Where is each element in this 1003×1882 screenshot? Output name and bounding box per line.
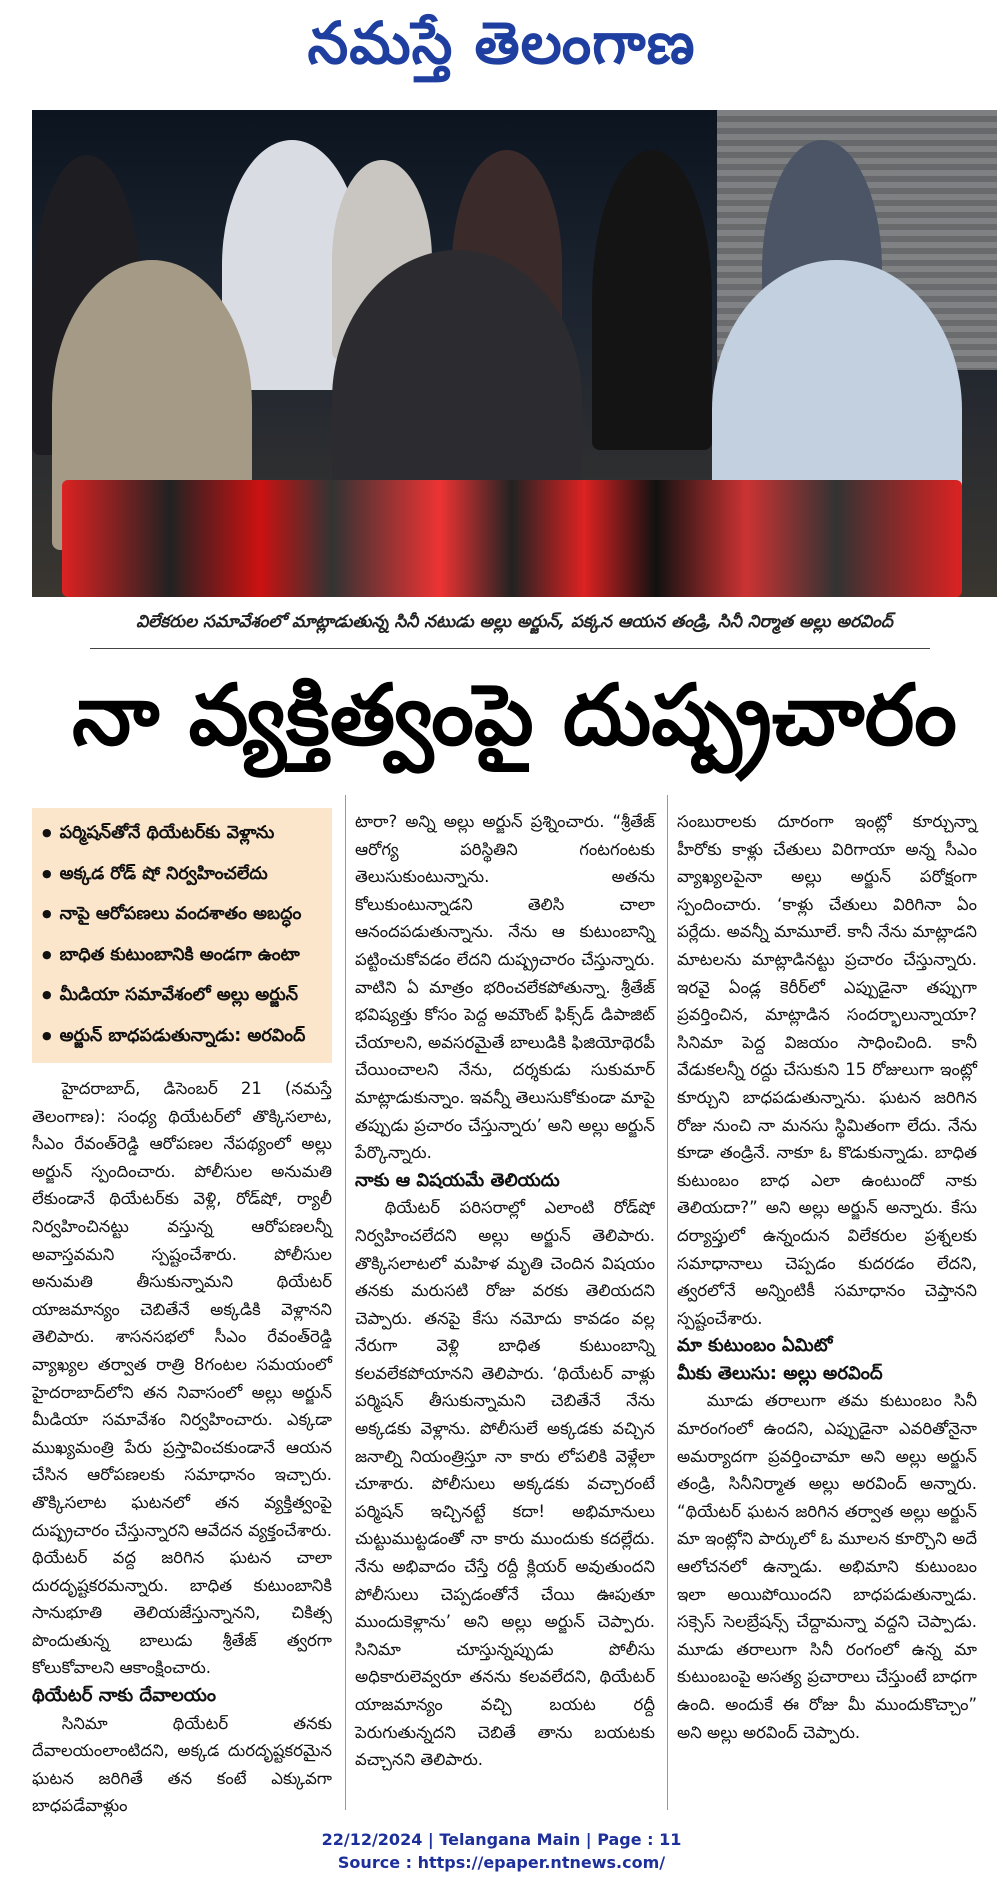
col3-paragraph-1: సంబురాలకు దూరంగా ఇంట్లో కూర్చున్నా హీరోకు కాళ్లు చేతులు విరిగాయా అన్న సీఎం వ్యాఖ్యలపైనా అల్లు అర్జున్ పరోక్షంగా స్పందించారు. ‘కాళ్లు చేతులు విరిగినా ఏం పర్లేదు. అవన్నీ మామూలే. కానీ నేను మాట్లాడని మాటలను మాట్లాడినట్టు ప్రచారం చేస్తున్నారు. ఇరవై ఏండ్ల కెరీర్‌లో ఎప్పుడైనా తప్పుగా ప్రవర్తించిన, మాట్లాడిన సందర్భాలున్నాయా? సినిమా పెద్ద విజయం సాధించింది. కానీ వేడుకలన్నీ రద్దు చేసుకుని 15 రోజులుగా ఇంట్లో కూర్చుని బాధపడుతున్నాను. ఘటన జరిగిన రోజు నుంచి నా మనసు స్థిమితంగా లేదు. నేను కూడా తండ్రినే. నాకూ ఓ కొడుకున్నాడు. బాధిత కుటుంబం బాధ ఎలా ఉంటుందో నాకు తెలియదా?” అని అల్లు అర్జున్ అన్నారు. కేసు దర్యాప్తులో ఉన్నందున విలేకరుల ప్రశ్నలకు సమాధానాలు చెప్పడం కుదరడం లేదని, త్వరలోనే అన్నింటికీ సమాధానం చెప్తానని స్పష్టంచేశారు. bbox=[677, 812, 977, 1328]
highlight-item: ● మీడియా సమావేశంలో అల్లు అర్జున్ bbox=[42, 976, 324, 1017]
caption-divider bbox=[90, 648, 930, 649]
article-column-1 bbox=[32, 808, 332, 1820]
col1-subheading: థియేటర్ నాకు దేవాలయం bbox=[32, 1685, 217, 1707]
highlight-item: ● బాధిత కుటుంబానికి అండగా ఉంటా bbox=[42, 936, 324, 977]
newspaper-title: నమస్తే తెలంగాణ bbox=[307, 9, 696, 77]
article-column-2 bbox=[355, 808, 655, 1774]
highlight-item: ● నాపై ఆరోపణలు వందశాతం అబద్ధం bbox=[42, 895, 324, 936]
col2-paragraph-2: థియేటర్ పరిసరాల్లో ఎలాంటి రోడ్‌షో నిర్వహించలేదని అల్లు అర్జున్ తెలిపారు. తొక్కిసలాటలో మహిళ మృతి చెందిన విషయం తనకు మరుసటి రోజు వరకు తెలియదని చెప్పారు. తనపై కేసు నమోదు కావడం వల్ల నేరుగా వెళ్లి బాధిత కుటుంబాన్ని కలవలేకపోయానని తెలిపారు. ‘థియేటర్ వాళ్లు పర్మిషన్ తీసుకున్నామని చెబితేనే నేను అక్కడకు వెళ్లాను. పోలీసులే అక్కడకు వచ్చిన జనాల్ని నియంత్రిస్తూ నా కారు లోపలికి వెళ్లేలా చూశారు. పోలీసులు అక్కడకు వచ్చారంటే పర్మిషన్ ఇచ్చినట్టే కదా! అభిమానులు చుట్టుముట్టడంతో నా కారు ముందుకు కదల్లేదు. నేను అభివాదం చేస్తే రద్దీ క్లియర్ అవుతుందని పోలీసులు చెప్పడంతోనే చేయి ఊపుతూ ముందుకెళ్లాను’ అని అల్లు అర్జున్ చెప్పారు. సినిమా చూస్తున్నప్పుడు పోలీసు అధికారులెవ్వరూ తనను కలవలేదని, థియేటర్ యాజమాన్యం వచ్చి బయట రద్దీ పెరుగుతున్నదని చెబితే తాను బయటకు వచ్చానని తెలిపారు. bbox=[355, 1198, 655, 1770]
article-column-3 bbox=[677, 808, 977, 1746]
col1-paragraph-2: సినిమా థియేటర్ తనకు దేవాలయంలాంటిదని, అక్కడ దురదృష్టకరమైన ఘటన జరిగితే తన కంటే ఎక్కువగా బాధపడేవాళ్లుం bbox=[32, 1713, 332, 1816]
col3-subheading-2: మీకు తెలుసు: అల్లు అరవింద్ bbox=[677, 1362, 883, 1384]
col2-paragraph-1: టారా? అన్ని అల్లు అర్జున్ ప్రశ్నించారు. “శ్రీతేజ్ ఆరోగ్య పరిస్థితిని గంటగంటకు తెలుసుకుంటున్నాను. అతను కోలుకుంటున్నాడని తెలిసి చాలా ఆనందపడుతున్నాను. నేను ఆ కుటుంబాన్ని పట్టించుకోవడం లేదని దుష్ప్రచారం చేస్తున్నారు. వాటిని ఏ మాత్రం భరించలేకపోతున్నా. శ్రీతేజ్ భవిష్యత్తు కోసం పెద్ద అమౌంట్ ఫిక్స్‌డ్ డిపాజిట్ చేయాలని, అవసరమైతే బాలుడికి ఫిజియోథెరపీ చేయించాలని నేను, దర్శకుడు సుకుమార్ మాట్లాడుకున్నాం. ఇవన్నీ తెలుసుకోకుండా మాపై తప్పుడు ప్రచారం చేస్తున్నారు’ అని అల్లు అర్జున్ పేర్కొన్నారు. bbox=[355, 812, 655, 1163]
headline: నా వ్యక్తిత్వంపై దుష్ప్రచారం bbox=[72, 665, 957, 764]
column-divider-1 bbox=[345, 795, 346, 1810]
person-back-right bbox=[592, 150, 712, 450]
highlights-box bbox=[32, 808, 332, 1063]
col3-subheading-1: మా కుటుంబం ఏమిటో bbox=[677, 1335, 833, 1357]
press-meet-photo bbox=[32, 110, 997, 597]
photo-caption: విలేకరుల సమావేశంలో మాట్లాడుతున్న సినీ నటుడు అల్లు అర్జున్, పక్కన ఆయన తండ్రి, సినీ నిర్మాత అల్లు అరవింద్ bbox=[136, 612, 893, 632]
col1-paragraph-1: హైదరాబాద్, డిసెంబర్ 21 (నమస్తే తెలంగాణ): సంధ్య థియేటర్‌లో తొక్కిసలాట, సీఎం రేవంత్‌రెడ్డి ఆరోపణల నేపథ్యంలో అల్లు అర్జున్ స్పందించారు. పోలీసుల అనుమతి లేకుండానే థియేటర్‌కు వెళ్లి, రోడ్‌షో, ర్యాలీ నిర్వహించినట్టు వస్తున్న ఆరోపణలన్నీ అవాస్తవమని స్పష్టంచేశారు. పోలీసుల అనుమతి తీసుకున్నామని థియేటర్ యాజమాన్యం చెబితేనే అక్కడికి వెళ్లానని తెలిపారు. శాసనసభలో సీఎం రేవంత్‌రెడ్డి వ్యాఖ్యల తర్వాత రాత్రి 8గంటల సమయంలో హైదరాబాద్‌లోని తన నివాసంలో అల్లు అర్జున్ మీడియా సమావేశం నిర్వహించారు. ఎక్కడా ముఖ్యమంత్రి పేరు ప్రస్తావించకుండానే ఆయన చేసిన ఆరోపణలకు సమాధానం ఇచ్చారు. తొక్కిసలాట ఘటనలో తన వ్యక్తిత్వంపై దుష్ప్రచారం చేస్తున్నారని ఆవేదన వ్యక్తంచేశారు. థియేటర్ వద్ద జరిగిన ఘటన చాలా దురదృష్టకరమన్నారు. బాధిత కుటుంబానికి సానుభూతి తెలియజేస్తున్నానని, చికిత్స పొందుతున్న బాలుడు శ్రీతేజ్ త్వరగా కోలుకోవాలని ఆకాంక్షించారు. bbox=[32, 1079, 332, 1678]
col3-paragraph-2: మూడు తరాలుగా తమ కుటుంబం సినీ మారంగంలో ఉందని, ఎప్పుడైనా ఎవరితోనైనా అమర్యాదగా ప్రవర్తించామా అని అల్లు అర్జున్ తండ్రి, సినీనిర్మాత అల్లు అరవింద్ అన్నారు. “థియేటర్ ఘటన జరిగిన తర్వాత అల్లు అర్జున్ మా ఇంట్లోని పార్కులో ఓ మూలన కూర్చొని అదే ఆలోచనలో ఉన్నాడు. అభిమాని కుటుంబం ఇలా అయిపోయిందని బాధపడుతున్నాడు. సక్సెస్ సెలబ్రేషన్స్ చేద్దామన్నా వద్దని చెప్పాడు. మూడు తరాలుగా సినీ రంగంలో ఉన్న మా కుటుంబంపై అసత్య ప్రచారాలు చేస్తుంటే బాధగా ఉంది. అందుకే ఈ రోజు మీ ముందుకొచ్చాం” అని అల్లు అరవింద్ చెప్పారు. bbox=[677, 1391, 977, 1742]
edition-info: 22/12/2024 | Telangana Main | Page : 11 bbox=[321, 1830, 682, 1849]
highlight-item: ● అర్జున్‌ బాధపడుతున్నాడు: అరవింద్ bbox=[42, 1017, 324, 1058]
microphone-cluster bbox=[62, 480, 962, 597]
column-divider-2 bbox=[667, 795, 668, 1810]
highlight-item: ● పర్మిషన్‌తోనే థియేటర్‌కు వెళ్లాను bbox=[42, 814, 324, 855]
page-footer bbox=[0, 1828, 1003, 1874]
highlight-item: ● అక్కడ రోడ్‌ షో నిర్వహించలేదు bbox=[42, 855, 324, 896]
masthead bbox=[0, 0, 1003, 100]
col2-subheading: నాకు ఆ విషయమే తెలియదు bbox=[355, 1169, 560, 1191]
source-link[interactable]: Source : https://epaper.ntnews.com/ bbox=[337, 1853, 666, 1872]
